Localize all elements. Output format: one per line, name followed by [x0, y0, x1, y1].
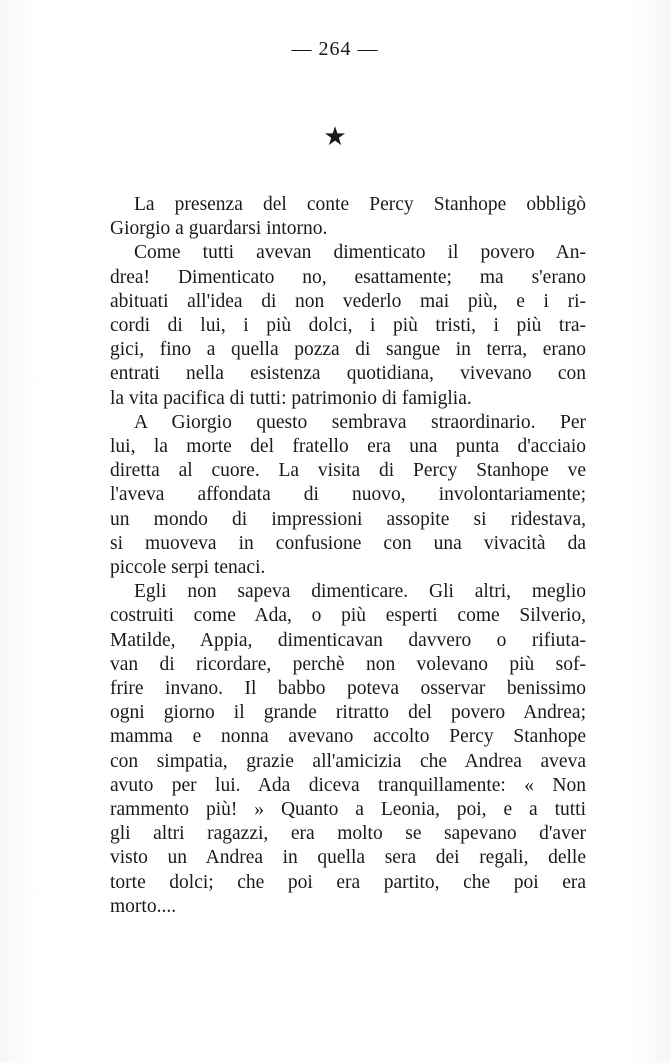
text-line: avuto per lui. Ada diceva tranquillamente: « Non — [110, 774, 586, 796]
text-line: Egli non sapeva dimenticare. Gli altri, meglio — [134, 581, 586, 603]
text-line: A Giorgio questo sembrava straordinario. Per — [134, 411, 586, 433]
star-icon: ★ — [323, 122, 347, 151]
text-line: un mondo di impressioni assopite si ridestava, — [110, 508, 586, 530]
text-line: Giorgio a guardarsi intorno. — [110, 218, 328, 240]
text-line: drea! Dimenticato no, esattamente; ma s'erano — [110, 266, 586, 288]
text-line: piccole serpi tenaci. — [110, 557, 266, 579]
text-line: visto un Andrea in quella sera dei regali, delle — [110, 847, 586, 869]
body-text — [110, 193, 586, 919]
text-line: torte dolci; che poi era partito, che poi era — [110, 871, 586, 893]
text-line: morto.... — [110, 895, 177, 917]
text-line: Come tutti avevan dimenticato il povero An- — [134, 242, 586, 264]
text-line: con simpatia, grazie all'amicizia che Andrea aveva — [110, 750, 586, 772]
text-line: gici, fino a quella pozza di sangue in terra, erano — [110, 339, 586, 361]
text-line: frire invano. Il babbo poteva osservar benissimo — [110, 678, 586, 700]
text-line: van di ricordare, perchè non volevano più sof- — [110, 653, 586, 675]
text-line: ogni giorno il grande ritratto del povero Andrea; — [110, 702, 586, 724]
text-line: si muoveva in confusione con una vivacità da — [110, 532, 586, 554]
text-line: abituati all'idea di non vederlo mai più, e i ri- — [110, 290, 586, 312]
text-line: mamma e nonna avevano accolto Percy Stanhope — [110, 726, 586, 748]
text-line: lui, la morte del fratello era una punta d'acciaio — [110, 436, 586, 458]
text-line: costruiti come Ada, o più esperti come Silverio, — [110, 605, 586, 627]
text-line: la vita pacifica di tutti: patrimonio di famiglia. — [110, 387, 472, 409]
text-line: rammento più! » Quanto a Leonia, poi, e a tutti — [110, 799, 586, 821]
page-number: — 264 — — [291, 38, 379, 60]
text-line: La presenza del conte Percy Stanhope obbligò — [134, 194, 586, 215]
text-line: Matilde, Appia, dimenticavan davvero o rifiuta- — [110, 629, 586, 651]
text-line: gli altri ragazzi, era molto se sapevano d'aver — [110, 823, 586, 845]
text-line: l'aveva affondata di nuovo, involontariamente; — [110, 484, 586, 506]
text-line: diretta al cuore. La visita di Percy Stanhope ve — [110, 460, 586, 482]
text-line: cordi di lui, i più dolci, i più tristi, i più tra- — [110, 315, 586, 337]
text-line: entrati nella esistenza quotidiana, vivevano con — [110, 363, 586, 385]
